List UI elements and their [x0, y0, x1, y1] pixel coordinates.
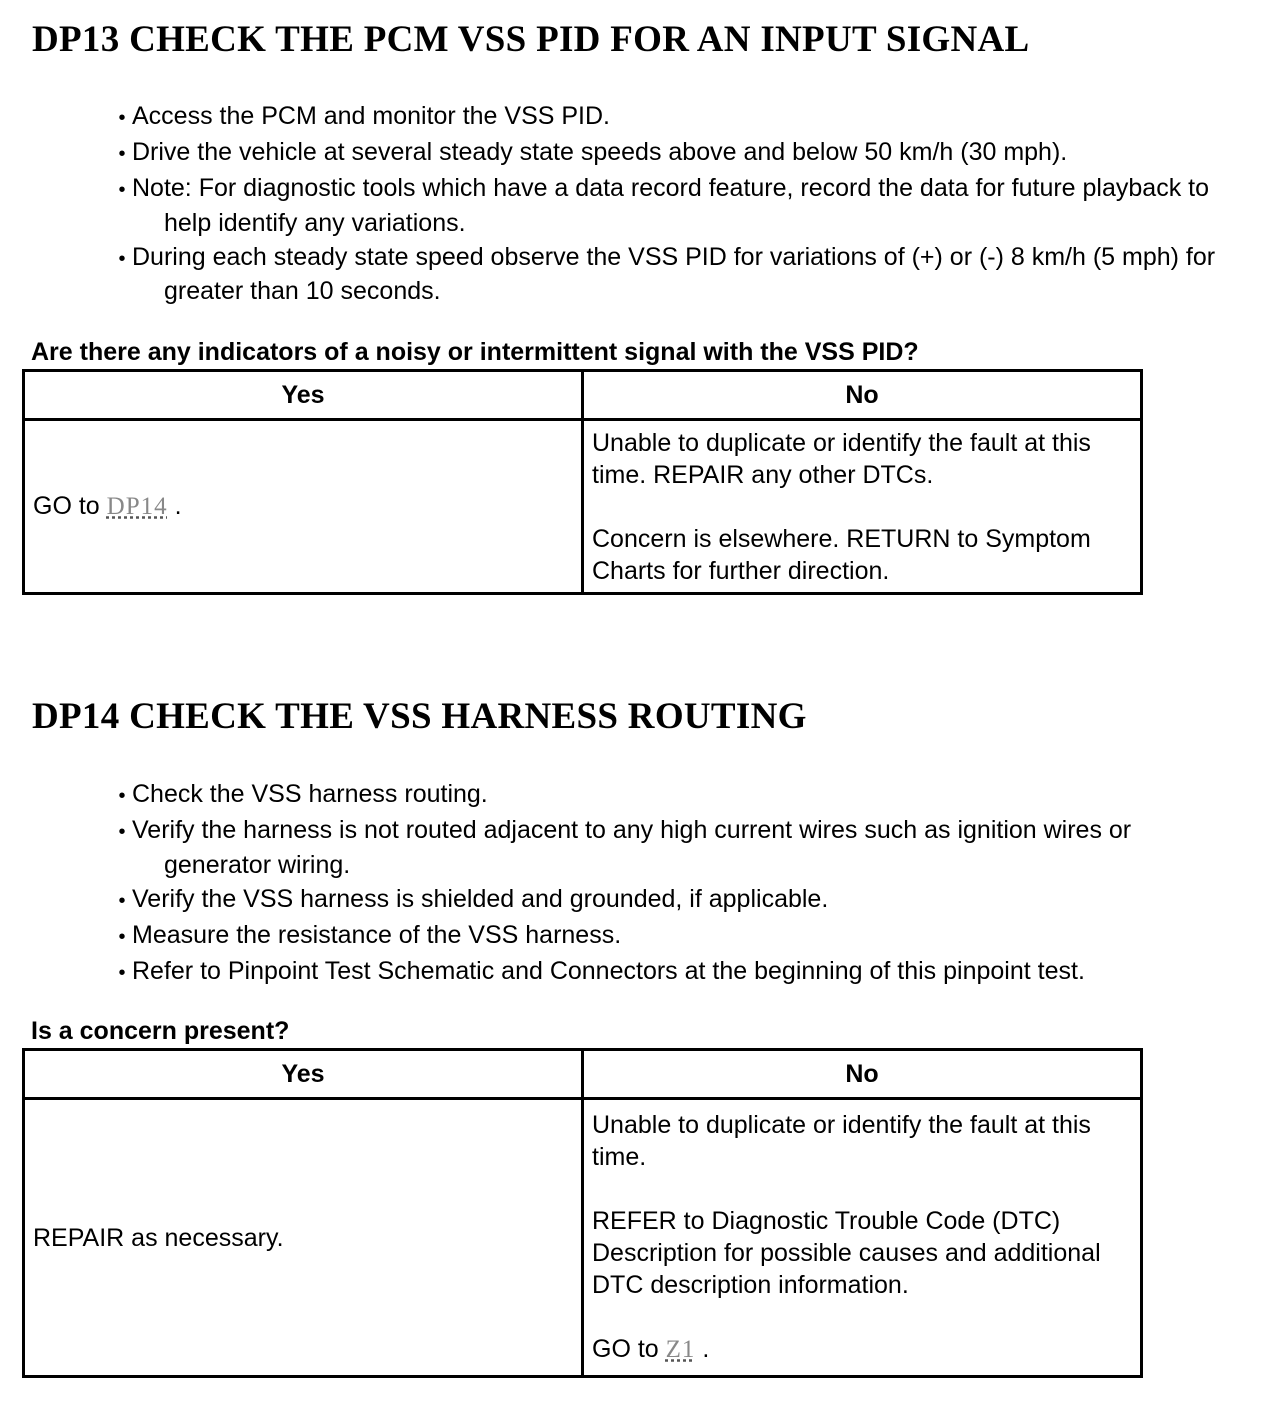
no-text: REFER to Diagnostic Trouble Code (DTC) Description for possible causes and additional DTC description information.: [592, 1207, 1101, 1299]
dp14-answer-table: [22, 1048, 1143, 1378]
step: • Refer to Pinpoint Test Schematic and Connectors at the beginning of this pinpoint test.: [112, 955, 1242, 990]
dp13-steps: [112, 100, 1242, 309]
dp14-title: DP14 CHECK THE VSS HARNESS ROUTING: [32, 696, 807, 737]
no-text: Unable to duplicate or identify the fault at this time.: [592, 1111, 1091, 1171]
no-text: Concern is elsewhere. RETURN to Symptom Charts for further direction.: [592, 524, 1091, 585]
dp13-question: Are there any indicators of a noisy or intermittent signal with the VSS PID?: [31, 338, 919, 366]
step: • Check the VSS harness routing.: [112, 778, 1242, 813]
step: • Drive the vehicle at several steady state speeds above and below 50 km/h (30 mph).: [112, 136, 1242, 171]
go-text: GO to: [592, 1335, 659, 1363]
no-cell: [583, 1099, 1142, 1377]
step: • Verify the VSS harness is shielded and grounded, if applicable.: [112, 883, 1242, 918]
yes-cell: REPAIR as necessary.: [24, 1099, 583, 1377]
step: • During each steady state speed observe the VSS PID for variations of (+) or (-) 8 km/h (5 mph) for greater than 10 seconds.: [112, 241, 1242, 308]
no-text: Unable to duplicate or identify the fault at this time. REPAIR any other DTCs.: [592, 428, 1091, 489]
dp13-answer-table: [22, 369, 1143, 595]
no-cell: [583, 420, 1142, 594]
yes-cell: [24, 420, 583, 594]
step: • Note: For diagnostic tools which have a data record feature, record the data for future playback to help identify any variations.: [112, 172, 1242, 239]
dp13-title: DP13 CHECK THE PCM VSS PID FOR AN INPUT SIGNAL: [32, 19, 1030, 60]
step: • Measure the resistance of the VSS harness.: [112, 919, 1242, 954]
yes-header: Yes: [24, 371, 583, 420]
step: • Access the PCM and monitor the VSS PID.: [112, 100, 1242, 135]
period: .: [174, 492, 182, 520]
yes-header: Yes: [24, 1050, 583, 1099]
no-header: No: [583, 371, 1142, 420]
dp14-link[interactable]: DP14: [106, 493, 168, 520]
no-header: No: [583, 1050, 1142, 1099]
yes-text: GO to: [33, 492, 100, 520]
step: • Verify the harness is not routed adjacent to any high current wires such as ignition wires or generator wiring.: [112, 814, 1242, 881]
period: .: [702, 1335, 710, 1363]
dp14-steps: [112, 778, 1242, 991]
dp14-question: Is a concern present?: [31, 1017, 290, 1045]
z1-link[interactable]: Z1: [665, 1336, 696, 1363]
go-to-z1: [592, 1333, 1132, 1366]
